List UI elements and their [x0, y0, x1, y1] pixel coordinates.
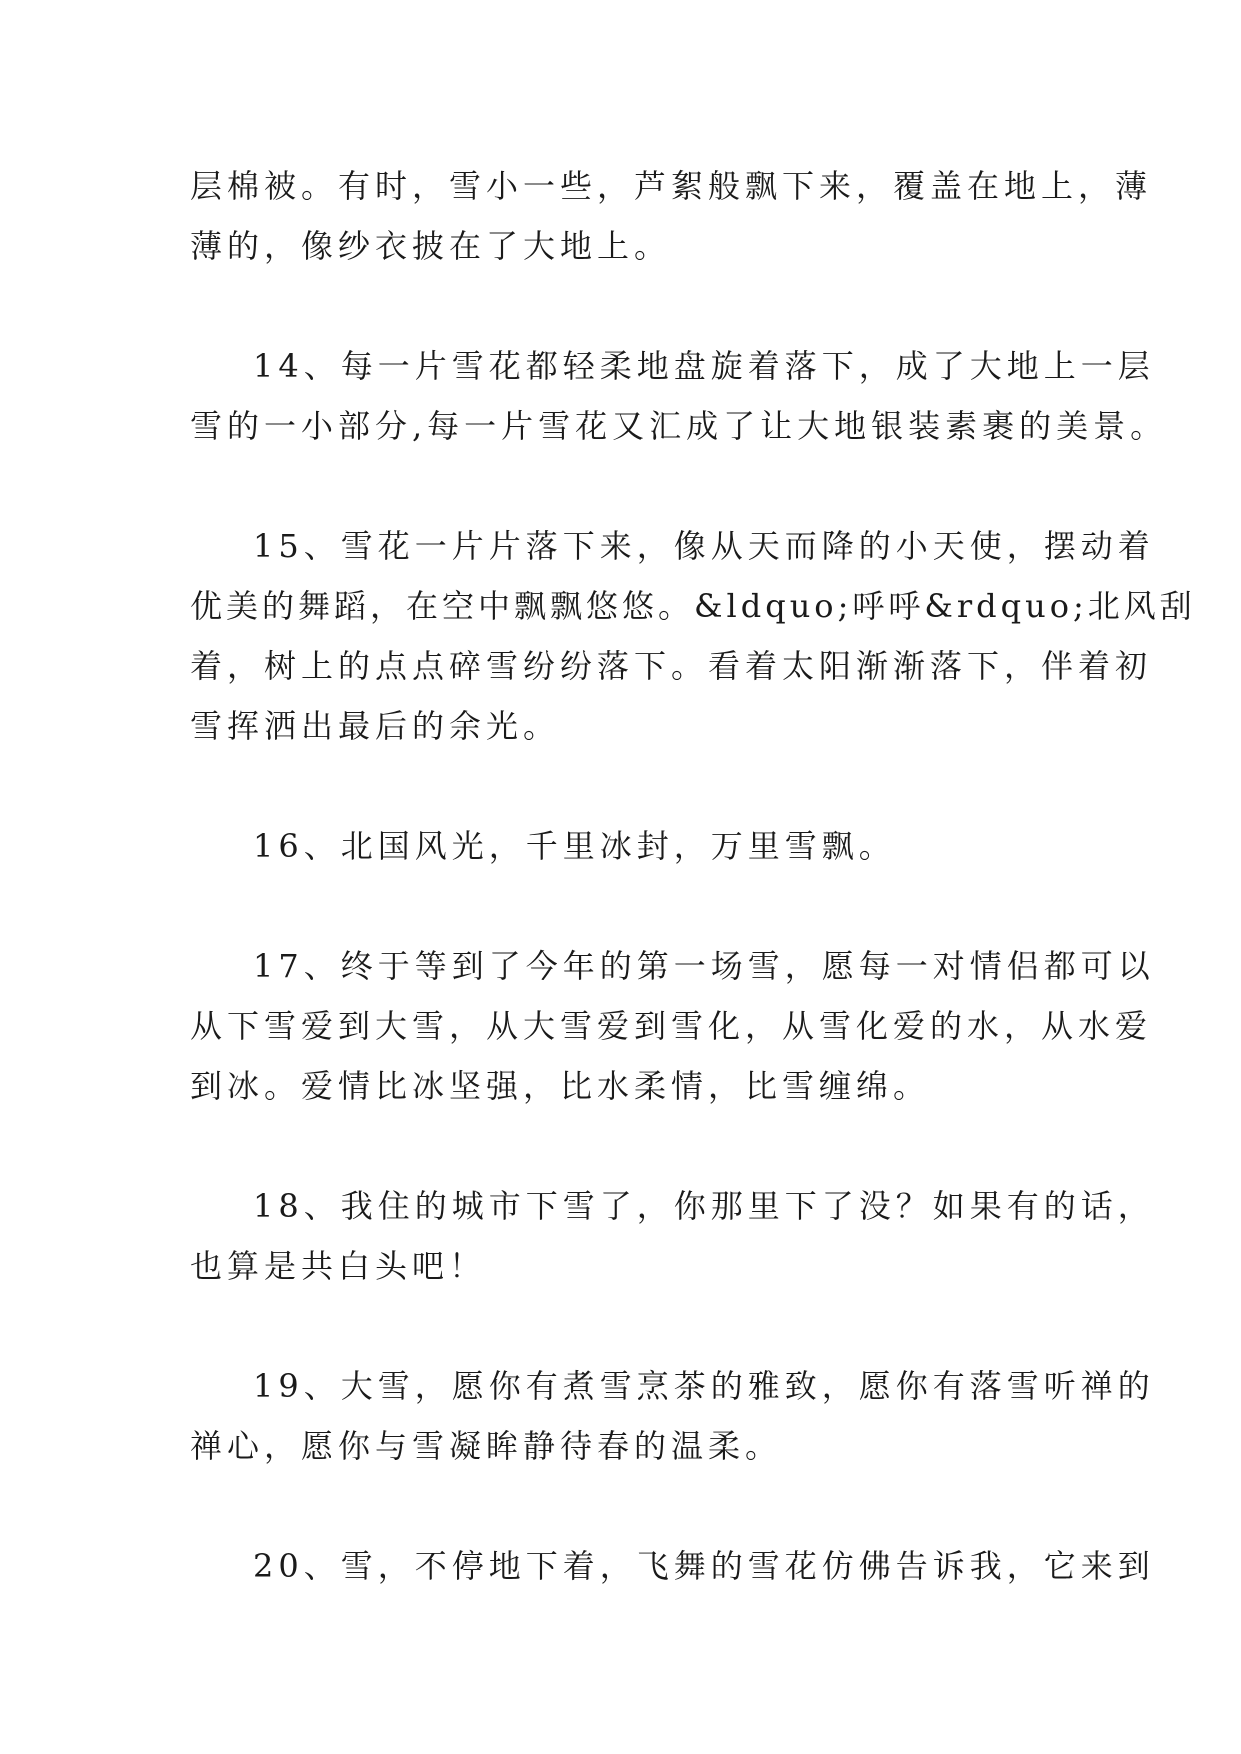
paragraph-15-line: 着，树上的点点碎雪纷纷落下。看着太阳渐渐落下，伴着初 [190, 647, 1153, 685]
text-line: 层棉被。有时，雪小一些，芦絮般飘下来，覆盖在地上，薄 [190, 167, 1153, 205]
paragraph-18-line: 18、我住的城市下雪了，你那里下了没？如果有的话， [253, 1187, 1155, 1225]
paragraph-15-line: 优美的舞蹈，在空中飘飘悠悠。&ldquo;呼呼&rdquo;北风刮 [190, 587, 1196, 625]
paragraph-19-line: 禅心，愿你与雪凝眸静待春的温柔。 [190, 1427, 783, 1465]
paragraph-19-line: 19、大雪，愿你有煮雪烹茶的雅致，愿你有落雪听禅的 [253, 1367, 1155, 1405]
paragraph-14-line: 14、每一片雪花都轻柔地盘旋着落下，成了大地上一层 [253, 347, 1155, 385]
paragraph-15-line: 雪挥洒出最后的余光。 [190, 707, 561, 745]
text-line: 薄的，像纱衣披在了大地上。 [190, 227, 672, 265]
paragraph-17-line: 从下雪爱到大雪，从大雪爱到雪化，从雪化爱的水，从水爱 [190, 1007, 1153, 1045]
paragraph-20-line: 20、雪，不停地下着，飞舞的雪花仿佛告诉我，它来到 [253, 1547, 1155, 1585]
paragraph-17-line: 17、终于等到了今年的第一场雪，愿每一对情侣都可以 [253, 947, 1155, 985]
paragraph-16-line: 16、北国风光，千里冰封，万里雪飘。 [253, 827, 896, 865]
paragraph-14-line: 雪的一小部分,每一片雪花又汇成了让大地银装素裹的美景。 [190, 407, 1168, 445]
paragraph-15-line: 15、雪花一片片落下来，像从天而降的小天使，摆动着 [253, 527, 1155, 565]
paragraph-17-line: 到冰。爱情比冰坚强，比水柔情，比雪缠绵。 [190, 1067, 931, 1105]
paragraph-18-line: 也算是共白头吧！ [190, 1247, 487, 1285]
